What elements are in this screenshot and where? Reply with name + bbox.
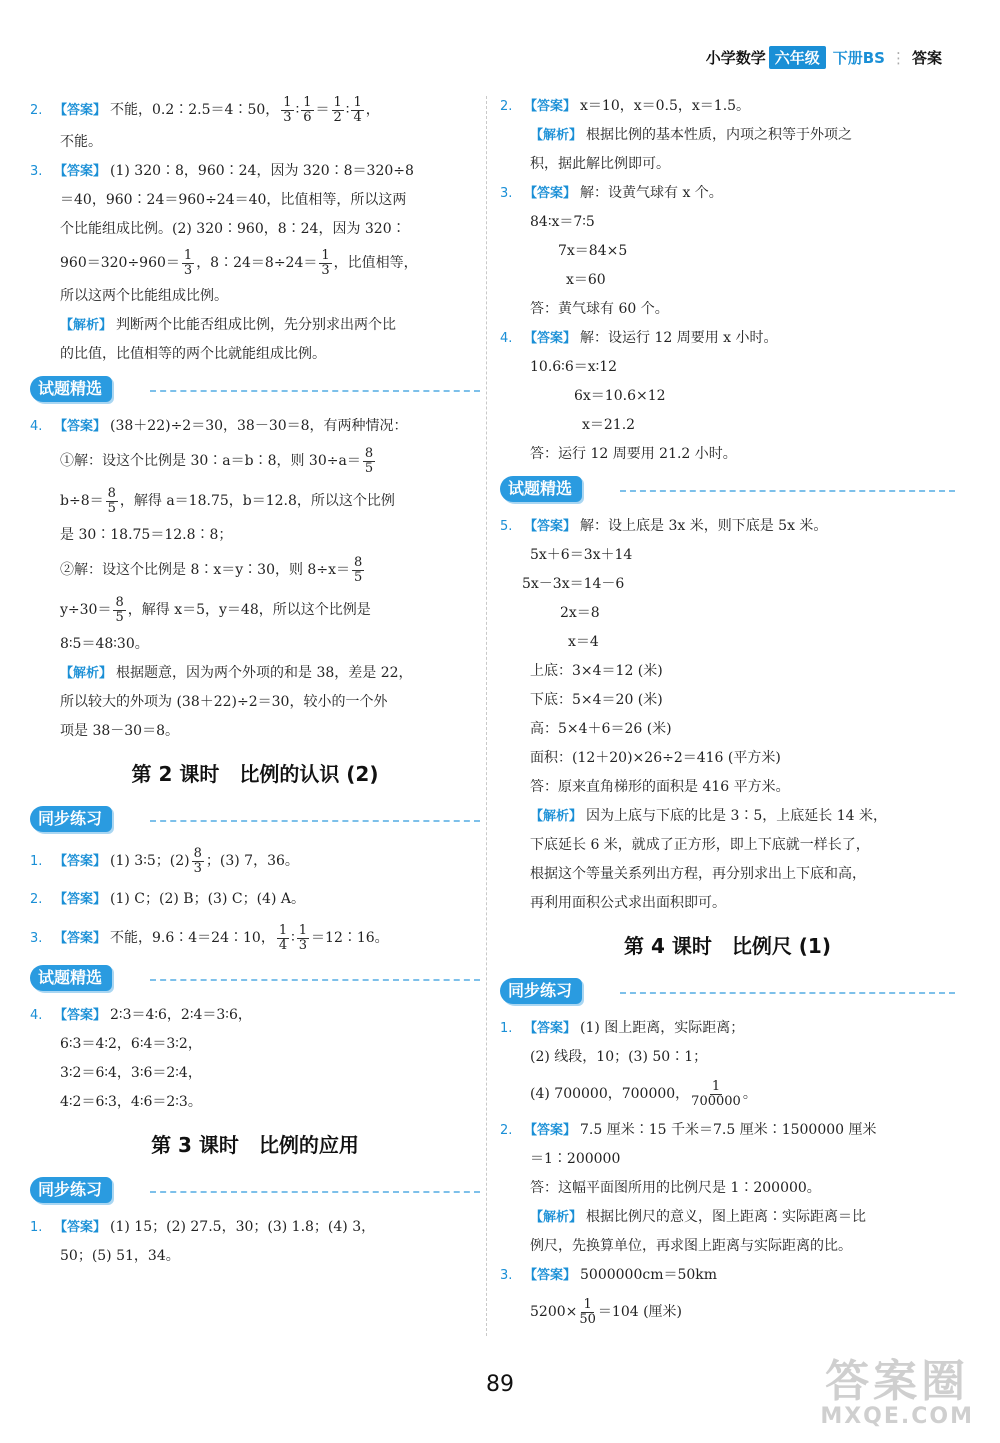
q4-line3: b÷8＝ $\frac{8}{5}$ ，解得 a＝18.75，b＝12.8，所以这个比例 (60, 485, 395, 516)
analysis-tag: 【解析】 (530, 1210, 583, 1225)
q3-number: 3. (30, 164, 43, 179)
q4-analysis-line2: 所以较大的外项为 (38＋22)÷2＝30，较小的一个外 (60, 694, 388, 710)
banner-sync-practice-right (500, 974, 955, 1010)
banner-dashed-line (150, 820, 480, 822)
s2q4-number: 4. (30, 1008, 43, 1023)
s2q4-line1: 4. 【答案】 2∶3＝4∶6，2∶4＝3∶6， (30, 1001, 480, 1030)
fraction: $\frac{1}{2}$ (333, 94, 342, 125)
rq5-step6: 下底：5×4＝20 (米) (530, 692, 663, 708)
s3q1-number: 1. (30, 1220, 43, 1235)
banner-selected-questions-2 (30, 961, 480, 997)
answer-tag: 【答案】 (54, 1008, 107, 1023)
rq3-step2: 7x＝84×5 (558, 243, 628, 259)
q4-analysis-line3: 项是 38－30＝8。 (60, 723, 179, 739)
q4-line4: 是 30∶18.75＝12.8∶8； (60, 527, 233, 543)
s3q1-line1: 1. 【答案】 (1) 15；(2) 27.5，30；(3) 1.8；(4) 3， (30, 1213, 480, 1242)
banner-sync-practice-2 (30, 1173, 480, 1209)
rq2-analysis-line2: 积，据此解比例即可。 (530, 156, 670, 172)
answer-tag: 【答案】 (524, 1123, 577, 1138)
rq3-line1: 3. 【答案】 解：设黄气球有 x 个。 (500, 179, 955, 208)
analysis-tag: 【解析】 (530, 128, 583, 143)
banner-label: 试题精选 (30, 965, 112, 991)
answer-tag: 【答案】 (54, 103, 107, 118)
banner-label: 试题精选 (500, 476, 582, 502)
q4-line7: 8∶5＝48∶30。 (60, 636, 149, 652)
s4q1-line2: (2) 线段，10；(3) 50∶1； (530, 1049, 708, 1065)
analysis-tag: 【解析】 (60, 318, 113, 333)
banner-label: 同步练习 (30, 1177, 112, 1203)
q3-line1 (30, 157, 480, 186)
section-title-lesson4: 第 4 课时 比例尺 (1) (623, 934, 831, 958)
fraction: $\frac{1}{700000}$ (691, 1078, 741, 1109)
fraction: $\frac{1}{50}$ (579, 1296, 596, 1327)
section-title-lesson3: 第 3 课时 比例的应用 (151, 1133, 359, 1157)
fraction: $\frac{8}{5}$ (115, 594, 124, 625)
rq5-step2: 5x－3x＝14－6 (522, 576, 625, 592)
q4-number: 4. (30, 419, 43, 434)
rq5-analysis-line4: 再利用面积公式求出面积即可。 (530, 895, 726, 911)
banner-dashed-line (620, 992, 955, 994)
s4q3-line1: 3. 【答案】 5000000cm＝50km (500, 1261, 955, 1290)
answer-tag: 【答案】 (54, 854, 107, 869)
rq5-number: 5. (500, 519, 513, 534)
analysis-tag: 【解析】 (60, 666, 113, 681)
s2q2-number: 2. (30, 892, 43, 907)
fraction: $\frac{1}{3}$ (321, 247, 330, 278)
answer-tag: 【答案】 (54, 1220, 107, 1235)
s4q1-number: 1. (500, 1021, 513, 1036)
header-volume: 下册BS (832, 49, 885, 67)
q2-answer-line: 2. 【答案】 不能，0.2∶2.5＝4∶50， $\frac{1}{3}$ ∶ $\frac{1}{6}$ ＝ $\frac{1}{2}$ ∶ $\frac{1}{4}$ ， (30, 92, 480, 128)
fraction: $\frac{8}{3}$ (193, 845, 202, 876)
answer-tag: 【答案】 (524, 1268, 577, 1283)
s4q3-line2: 5200× $\frac{1}{50}$ ＝104 (厘米) (530, 1296, 683, 1327)
s2q3-number: 3. (30, 931, 43, 946)
rq4-step3: x＝21.2 (582, 417, 636, 433)
s2q4-line3: 3∶2＝6∶4，3∶6＝2∶4， (60, 1065, 202, 1081)
rq2-number: 2. (500, 99, 513, 114)
rq5-step1: 5x＋6＝3x＋14 (530, 547, 633, 563)
watermark-logo (820, 1356, 974, 1429)
s2q1-line: 1. 【答案】 (1) 3∶5；(2) $\frac{8}{3}$ ；(3) 7，36。 (30, 842, 480, 880)
fraction: $\frac{1}{4}$ (278, 922, 288, 953)
q3-line2: ＝40，960∶24＝960÷24＝40，比值相等，所以这两 (60, 192, 407, 208)
answer-tag: 【答案】 (524, 1021, 577, 1036)
banner-dashed-line (150, 1191, 480, 1193)
s4q3-number: 3. (500, 1268, 513, 1283)
q4-line6: y÷30＝ $\frac{8}{5}$ ，解得 x＝5，y＝48，所以这个比例是 (60, 594, 371, 625)
banner-sync-practice (30, 802, 480, 838)
q2-text: 不能，0.2∶2.5＝4∶50， (110, 102, 280, 118)
s2q2-line: 2. 【答案】 (1) C；(2) B；(3) C；(4) A。 (30, 880, 480, 918)
q3-analysis-line1: 【解析】 判断两个比能否组成比例，先分别求出两个比 (60, 317, 397, 333)
banner-label: 同步练习 (30, 806, 112, 832)
answer-tag: 【答案】 (54, 164, 107, 179)
s4q2-analysis-line2: 例尺，先换算单位，再求图上距离与实际距离的比。 (530, 1238, 852, 1254)
fraction: $\frac{8}{5}$ (364, 445, 374, 476)
fraction: $\frac{1}{4}$ (353, 94, 362, 125)
rq4-step1: 10.6∶6＝x∶12 (530, 359, 618, 375)
answer-tag: 【答案】 (54, 892, 107, 907)
banner-selected-questions (30, 372, 480, 408)
page-number: 89 (486, 1372, 514, 1397)
answer-tag: 【答案】 (54, 419, 107, 434)
s4q2-answer: 答：这幅平面图所用的比例尺是 1∶200000。 (530, 1180, 821, 1196)
watermark-text: 答案圈 (825, 1356, 970, 1407)
rq4-answer: 答：运行 12 周要用 21.2 小时。 (530, 446, 737, 462)
page-header (706, 46, 942, 69)
rq3-answer: 答：黄气球有 60 个。 (530, 301, 669, 317)
rq3-number: 3. (500, 186, 513, 201)
rq3-step1: 84∶x＝7∶5 (530, 214, 595, 230)
s4q2-line2: ＝1∶200000 (530, 1151, 621, 1167)
header-section: 答案 (911, 49, 942, 67)
fraction: $\frac{1}{3}$ (183, 247, 193, 278)
rq5-analysis-line2: 下底延长 6 米，就成了正方形，即上下底就一样长了， (530, 837, 870, 853)
column-divider (486, 96, 487, 1336)
answer-tag: 【答案】 (524, 99, 577, 114)
q4-line2: ①解：设这个比例是 30∶a＝b∶8，则 30÷a＝ $\frac{8}{5}$ (60, 445, 374, 476)
header-separator: ⋮ (890, 48, 906, 67)
s2q4-line2: 6∶3＝4∶2，6∶4＝3∶2， (60, 1036, 202, 1052)
s4q1-line1: 1. 【答案】 (1) 图上距离，实际距离； (500, 1014, 955, 1043)
header-grade-badge: 六年级 (769, 46, 826, 69)
q3-line5: 所以这两个比能组成比例。 (60, 288, 228, 304)
s4q2-number: 2. (500, 1123, 513, 1138)
q3-analysis-line2: 的比值，比值相等的两个比就能组成比例。 (60, 346, 326, 362)
s4q2-analysis-line1: 【解析】 根据比例尺的意义，图上距离∶实际距离＝比 (530, 1209, 867, 1225)
rq5-answer: 答：原来直角梯形的面积是 416 平方米。 (530, 779, 790, 795)
s2q3-line: 3. 【答案】 不能，9.6∶4＝24∶10， $\frac{1}{4}$ ∶ $\frac{1}{3}$ ＝12∶16。 (30, 918, 480, 958)
banner-selected-questions-right (500, 472, 955, 508)
q2-line2: 不能。 (60, 134, 102, 150)
banner-dashed-line (150, 979, 480, 981)
s4q2-line1: 2. 【答案】 7.5 厘米∶15 千米＝7.5 厘米∶1500000 厘米 (500, 1116, 955, 1145)
rq5-analysis-line1: 【解析】 因为上底与下底的比是 3∶5，上底延长 14 米， (530, 808, 887, 824)
section-title-lesson2: 第 2 课时 比例的认识 (2) (131, 762, 379, 786)
q4-line5: ②解：设这个比例是 8∶x＝y∶30，则 8÷x＝ $\frac{8}{5}$ (60, 554, 363, 585)
q4-analysis-line1: 【解析】 根据题意，因为两个外项的和是 38，差是 22， (60, 665, 413, 681)
header-subject: 小学数学 (705, 49, 766, 67)
fraction: $\frac{1}{3}$ (283, 94, 292, 125)
q4-line1: 4. 【答案】 (38＋22)÷2＝30，38－30＝8，有两种情况： (30, 412, 480, 441)
rq5-step4: x＝4 (568, 634, 599, 650)
answer-tag: 【答案】 (54, 931, 107, 946)
rq5-analysis-line3: 根据这个等量关系列出方程，再分别求出上下底和高， (530, 866, 866, 882)
rq3-step3: x＝60 (566, 272, 606, 288)
answer-tag: 【答案】 (524, 519, 577, 534)
rq4-line1: 4. 【答案】 解：设运行 12 周要用 x 小时。 (500, 324, 955, 353)
rq2-analysis-line1: 【解析】 根据比例的基本性质，内项之积等于外项之 (530, 127, 853, 143)
answer-tag: 【答案】 (524, 331, 577, 346)
fraction: $\frac{8}{5}$ (353, 554, 363, 585)
s4q1-line3: (4) 700000，700000， $\frac{1}{700000}$ 。 (530, 1078, 757, 1109)
q3-line3: 个比能组成比例。(2) 320∶960，8∶24，因为 320∶ (60, 221, 406, 237)
banner-label: 同步练习 (500, 978, 582, 1004)
fraction: $\frac{1}{3}$ (298, 922, 308, 953)
answer-tag: 【答案】 (524, 186, 577, 201)
banner-dashed-line (620, 490, 955, 492)
rq4-number: 4. (500, 331, 513, 346)
rq5-line1: 5. 【答案】 解：设上底是 3x 米，则下底是 5x 米。 (500, 512, 955, 541)
s3q1-line2: 50；(5) 51，34。 (60, 1248, 180, 1264)
fraction: $\frac{8}{5}$ (107, 485, 116, 516)
fraction: $\frac{1}{6}$ (303, 94, 312, 125)
rq4-step2: 6x＝10.6×12 (574, 388, 666, 404)
rq5-step7: 高：5×4＋6＝26 (米) (530, 721, 672, 737)
q3-text: (1) 320∶8，960∶24，因为 320∶8＝320÷8 (110, 163, 414, 179)
s2q1-number: 1. (30, 854, 43, 869)
q2-number: 2. (30, 103, 43, 118)
watermark-url: MXQE.COM (820, 1404, 974, 1429)
rq2-line1: 2. 【答案】 x＝10，x＝0.5，x＝1.5。 (500, 92, 955, 121)
s2q4-line4: 4∶2＝6∶3，4∶6＝2∶3。 (60, 1094, 202, 1110)
rq5-step5: 上底：3×4＝12 (米) (530, 663, 663, 679)
right-column (500, 92, 955, 1334)
banner-label: 试题精选 (30, 376, 112, 402)
rq5-step8: 面积：(12＋20)×26÷2＝416 (平方米) (530, 750, 781, 766)
rq5-step3: 2x＝8 (560, 605, 600, 621)
banner-dashed-line (150, 390, 480, 392)
left-column (30, 92, 480, 1271)
analysis-tag: 【解析】 (530, 809, 583, 824)
q3-line4: 960＝320÷960＝ $\frac{1}{3}$ ，8∶24＝8÷24＝ $\frac{1}{3}$ ，比值相等， (60, 247, 418, 278)
